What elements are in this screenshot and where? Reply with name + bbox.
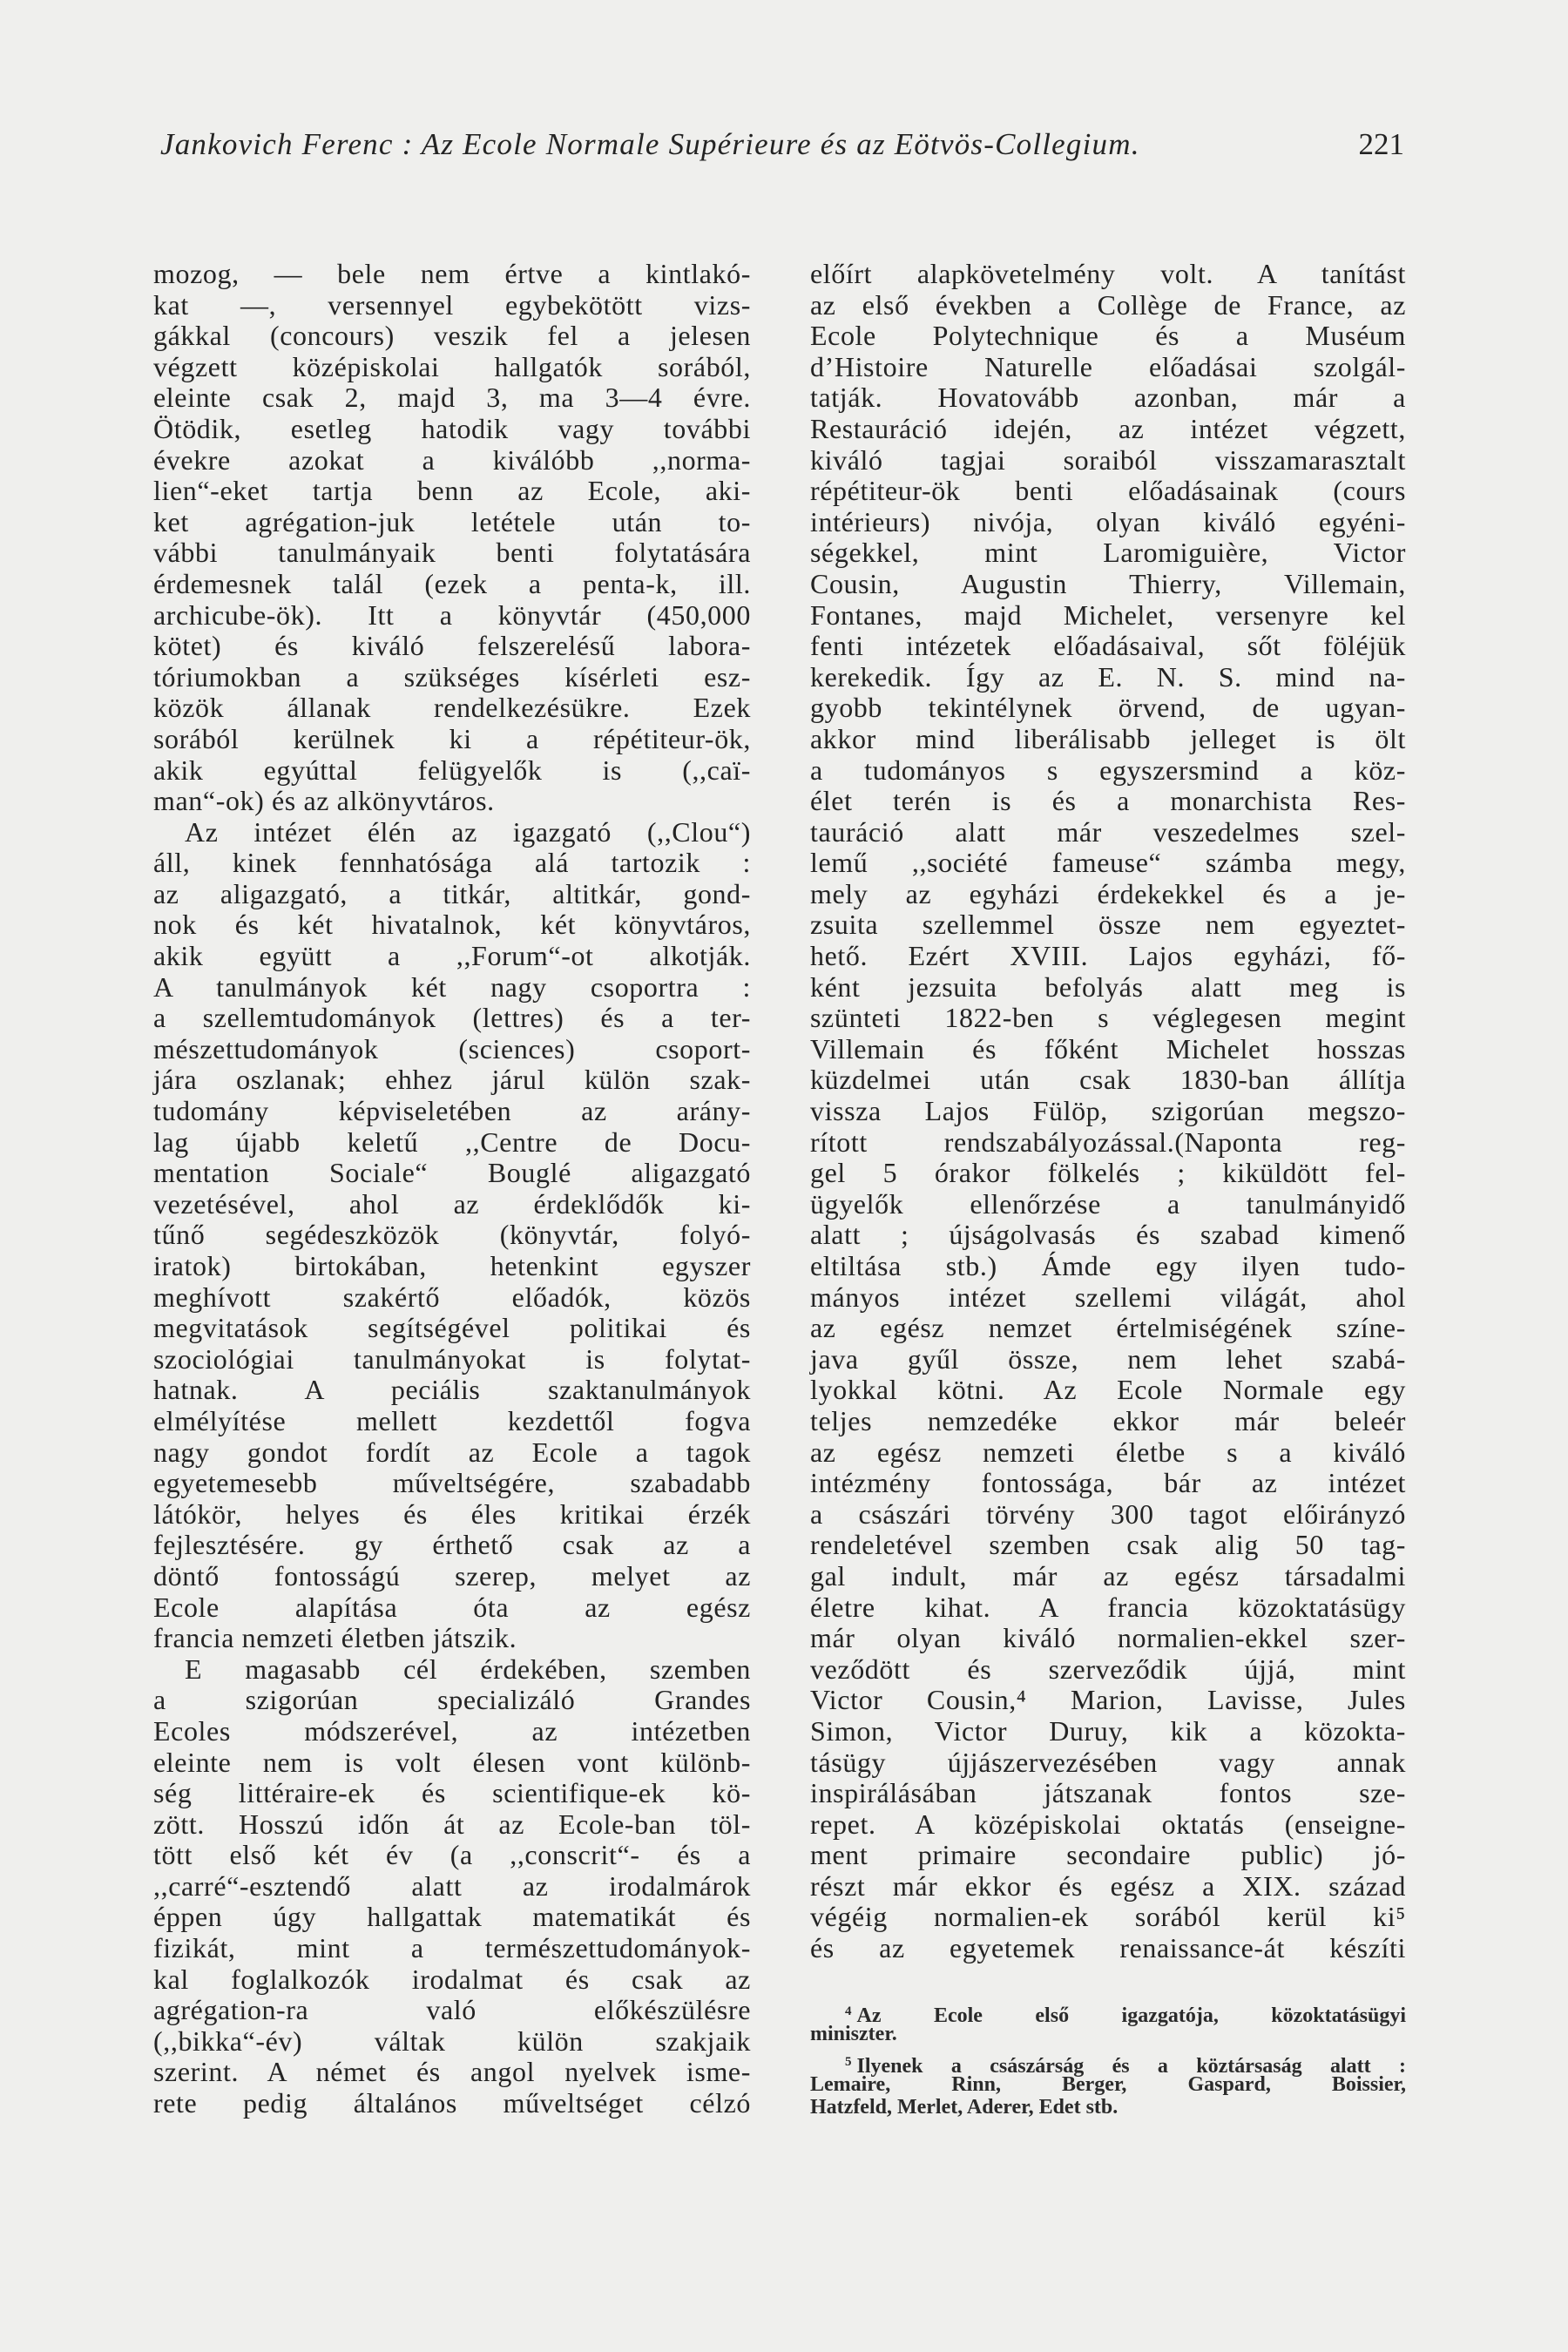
- footnote-text: Lemaire, Rinn, Berger, Gaspard, Boissier,: [810, 2073, 1406, 2096]
- text-line: érdemesnek talál (ezek a penta-k, ill.: [153, 567, 751, 599]
- text-line: man“-ok) és az alkönyvtáros.: [153, 785, 495, 817]
- text-line: mányos intézet szellemi világát, ahol: [810, 1281, 1406, 1313]
- page-number: 221: [1358, 127, 1404, 161]
- text-line: A tanulmányok két nagy csoportra :: [153, 970, 751, 1003]
- text-line: tött első két év (a ,,conscrit“- és a: [153, 1839, 751, 1871]
- text-line: gákkal (concours) veszik fel a jelesen: [153, 320, 751, 352]
- text-line: már olyan kiváló normalien-ekkel szer-: [810, 1622, 1406, 1654]
- text-line: kal foglalkozók irodalmat és csak az: [153, 1963, 751, 1995]
- text-line: kat —, versennyel egybekötött vizs-: [153, 288, 751, 321]
- text-line: tatják. Hovatovább azonban, már a: [810, 382, 1406, 414]
- text-line: rított rendszabályozással.(Naponta reg-: [810, 1125, 1406, 1158]
- text-line: vissza Lajos Fülöp, szigorúan megszo-: [810, 1095, 1406, 1127]
- text-line: gal indult, már az egész társadalmi: [810, 1559, 1406, 1592]
- text-line: nok és két hivatalnok, két könyvtáros,: [153, 909, 751, 941]
- text-line: megvitatások segítségével politikai és: [153, 1312, 751, 1344]
- footnote-line: [810, 2000, 1406, 2027]
- text-line: rendeletével szemben csak alig 50 tag-: [810, 1529, 1406, 1561]
- text-line: intézmény fontossága, bár az intézet: [810, 1467, 1406, 1499]
- text-line: szünteti 1822-ben s véglegesen megint: [810, 1002, 1406, 1034]
- footnote-line: [810, 2051, 1406, 2078]
- footnote-text: Az Ecole első igazgatója, közoktatásügyi: [856, 2004, 1406, 2027]
- text-line: répétiteur-ök benti előadásainak (cours: [810, 475, 1406, 507]
- text-line: teljes nemzedéke ekkor már beleér: [810, 1404, 1406, 1436]
- text-line: alatt ; újságolvasás és szabad kimenő: [810, 1219, 1406, 1251]
- text-line: lyokkal kötni. Az Ecole Normale egy: [810, 1374, 1406, 1406]
- text-line: mentation Sociale“ Bouglé aligazgató: [153, 1157, 751, 1189]
- text-line: repet. A középiskolai oktatás (enseigne-: [810, 1808, 1406, 1840]
- text-line: a szigorúan specializáló Grandes: [153, 1684, 751, 1716]
- text-line: archicube-ök). Itt a könyvtár (450,000: [153, 598, 751, 631]
- footnote-5: [810, 2051, 1406, 2119]
- text-line: kerekedik. Így az E. N. S. mind na-: [810, 660, 1406, 693]
- text-line: gyobb tekintélynek örvend, de ugyan-: [810, 692, 1406, 724]
- text-line: fizikát, mint a természettudományok-: [153, 1932, 751, 1964]
- text-line: akkor mind liberálisabb jelleget is ölt: [810, 722, 1406, 754]
- text-line: Victor Cousin,⁴ Marion, Lavisse, Jules: [810, 1684, 1406, 1716]
- text-line: akik egyúttal felügyelők is (,,caï-: [153, 754, 751, 786]
- text-line: kiváló tagjai soraiból visszamarasztalt: [810, 443, 1406, 476]
- text-line: ket agrégation-juk letétele után to-: [153, 505, 751, 537]
- text-line: eleinte nem is volt élesen vont különb-: [153, 1746, 751, 1778]
- text-line: évekre azokat a kiválóbb ,,norma-: [153, 443, 751, 476]
- text-line: az egész nemzeti életbe s a kiváló: [810, 1436, 1406, 1468]
- text-line: közök állanak rendelkezésükre. Ezek: [153, 692, 751, 724]
- text-line: éppen úgy hallgattak matematikát és: [153, 1901, 751, 1933]
- text-line: ,,carré“-esztendő alatt az irodalmárok: [153, 1869, 751, 1902]
- text-line: végzett középiskolai hallgatók sorából,: [153, 350, 751, 382]
- right-text-column: [810, 259, 1406, 1964]
- text-line: ment primaire secondaire public) jó-: [810, 1839, 1406, 1871]
- text-line: mészettudományok (sciences) csoport-: [153, 1032, 751, 1064]
- text-line: az első években a Collège de France, az: [810, 288, 1406, 321]
- text-line: a tudományos s egyszersmind a köz-: [810, 754, 1406, 786]
- text-line: ügyelők ellenőrzése a tanulmányidő: [810, 1187, 1406, 1220]
- running-head: [160, 127, 1404, 171]
- text-line: nagy gondot fordít az Ecole a tagok: [153, 1436, 751, 1468]
- footnote-line: [810, 2073, 1406, 2096]
- text-line: szerint. A német és angol nyelvek isme-: [153, 2056, 751, 2088]
- text-line: Ecole alapítása óta az egész: [153, 1591, 751, 1623]
- text-line: a császári törvény 300 tagot előirányzó: [810, 1497, 1406, 1530]
- text-line: E magasabb cél érdekében, szemben: [185, 1652, 751, 1685]
- text-line: elmélyítése mellett kezdettől fogva: [153, 1404, 751, 1436]
- text-line: a szellemtudományok (lettres) és a ter-: [153, 1002, 751, 1034]
- text-line: Ecoles módszerével, az intézetben: [153, 1714, 751, 1747]
- text-line: az aligazgató, a titkár, altitkár, gond-: [153, 877, 751, 909]
- footnote-text: Hatzfeld, Merlet, Aderer, Edet stb.: [810, 2096, 1119, 2119]
- text-line: eleinte csak 2, majd 3, ma 3—4 évre.: [153, 382, 751, 414]
- text-line: gel 5 órakor fölkelés ; kiküldött fel-: [810, 1157, 1406, 1189]
- text-line: veződött és szerveződik újjá, mint: [810, 1652, 1406, 1685]
- running-title: Jankovich Ferenc : Az Ecole Normale Supérieure és az Eötvös-Collegium.: [160, 127, 1140, 161]
- text-line: az egész nemzet értelmiségének színe-: [810, 1312, 1406, 1344]
- text-line: döntő fontosságú szerep, melyet az: [153, 1559, 751, 1592]
- text-line: tudomány képviseletében az arány-: [153, 1095, 751, 1127]
- text-line: Villemain és főként Michelet hosszas: [810, 1032, 1406, 1064]
- footnote-line: [810, 2096, 1406, 2119]
- text-line: vezetésével, ahol az érdeklődők ki-: [153, 1187, 751, 1220]
- text-line: Az intézet élén az igazgató (,,Clou“): [185, 815, 751, 848]
- text-line: francia nemzeti életben játszik.: [153, 1622, 517, 1654]
- text-line: inspirálásában játszanak fontos sze-: [810, 1777, 1406, 1809]
- text-line: küzdelmei után csak 1830-ban állítja: [810, 1064, 1406, 1096]
- text-line: vábbi tanulmányaik benti folytatására: [153, 537, 751, 569]
- text-line: d’Histoire Naturelle előadásai szolgál-: [810, 350, 1406, 382]
- text-line: lien“-eket tartja benn az Ecole, aki-: [153, 475, 751, 507]
- text-line: java gyűl össze, nem lehet szabá-: [810, 1342, 1406, 1375]
- text-line: zsuita szellemmel össze nem egyeztet-: [810, 909, 1406, 941]
- text-line: hető. Ezért XVIII. Lajos egyházi, fő-: [810, 940, 1406, 972]
- text-line: akik együtt a ,,Forum“-ot alkotják.: [153, 940, 751, 972]
- text-line: tásügy újjászervezésében vagy annak: [810, 1746, 1406, 1778]
- text-line: kötet) és kiváló felszerelésű labora-: [153, 630, 751, 662]
- text-line: Ötödik, esetleg hatodik vagy további: [153, 412, 751, 444]
- text-line: lemű ,,société fameuse“ számba megy,: [810, 847, 1406, 879]
- text-line: fenti intézetek előadásaival, sőt föléjük: [810, 630, 1406, 662]
- text-line: ség littéraire-ek és scientifique-ek kö-: [153, 1777, 751, 1809]
- text-line: és az egyetemek renaissance-át készíti: [810, 1932, 1406, 1964]
- text-line: Cousin, Augustin Thierry, Villemain,: [810, 567, 1406, 599]
- text-line: ként jezsuita befolyás alatt meg is: [810, 970, 1406, 1003]
- text-line: Ecole Polytechnique és a Muséum: [810, 320, 1406, 352]
- text-line: szociológiai tanulmányokat is folytat-: [153, 1342, 751, 1375]
- text-line: iratok) birtokában, hetenkint egyszer: [153, 1250, 751, 1281]
- text-line: eltiltása stb.) Ámde egy ilyen tudo-: [810, 1250, 1406, 1281]
- text-line: agrégation-ra való előkészülésre: [153, 1994, 751, 2026]
- text-line: Fontanes, majd Michelet, versenyre kel: [810, 598, 1406, 631]
- text-line: (,,bikka“-év) váltak külön szakjaik: [153, 2024, 751, 2057]
- footnotes: [810, 2000, 1406, 2124]
- text-line: végéig normalien-ek sorából kerül ki⁵: [810, 1901, 1406, 1933]
- text-line: életre kihat. A francia közoktatásügy: [810, 1591, 1406, 1623]
- text-line: lag újabb keletű ,,Centre de Docu-: [153, 1125, 751, 1158]
- text-line: áll, kinek fennhatósága alá tartozik :: [153, 847, 751, 879]
- text-line: intérieurs) nivója, olyan kiváló egyéni-: [810, 505, 1406, 537]
- text-line: előírt alapkövetelmény volt. A tanítást: [810, 258, 1406, 289]
- text-line: látókör, helyes és éles kritikai érzék: [153, 1497, 751, 1530]
- text-line: ségekkel, mint Laromiguière, Victor: [810, 537, 1406, 569]
- text-line: Restauráció idején, az intézet végzett,: [810, 412, 1406, 444]
- left-text-column: [153, 259, 751, 2119]
- text-line: jára oszlanak; ehhez járul külön szak-: [153, 1064, 751, 1096]
- text-line: hatnak. A peciális szaktanulmányok: [153, 1374, 751, 1406]
- footnote-marker: 5: [845, 2055, 852, 2069]
- text-line: sorából kerülnek ki a répétiteur-ök,: [153, 722, 751, 754]
- footnote-text: miniszter.: [810, 2023, 897, 2045]
- text-line: zött. Hosszú időn át az Ecole-ban töl-: [153, 1808, 751, 1840]
- text-line: fejlesztésére. gy érthető csak az a: [153, 1529, 751, 1561]
- text-line: mozog, — bele nem értve a kintlakó-: [153, 258, 751, 289]
- text-line: egyetemesebb műveltségére, szabadabb: [153, 1467, 751, 1499]
- text-line: tauráció alatt már veszedelmes szel-: [810, 815, 1406, 848]
- footnote-text: Ilyenek a császárság és a köztársaság alatt :: [856, 2055, 1406, 2078]
- text-line: rete pedig általános műveltséget célzó: [153, 2087, 751, 2119]
- text-line: tóriumokban a szükséges kísérleti esz-: [153, 660, 751, 693]
- text-line: Simon, Victor Duruy, kik a közokta-: [810, 1714, 1406, 1747]
- text-line: részt már ekkor és egész a XIX. század: [810, 1869, 1406, 1902]
- text-line: meghívott szakértő előadók, közös: [153, 1281, 751, 1313]
- text-line: mely az egyházi érdekekkel és a je-: [810, 877, 1406, 909]
- footnote-4: [810, 2000, 1406, 2045]
- text-line: tűnő segédeszközök (könyvtár, folyó-: [153, 1219, 751, 1251]
- text-line: élet terén is és a monarchista Res-: [810, 785, 1406, 817]
- footnote-marker: 4: [845, 2004, 852, 2018]
